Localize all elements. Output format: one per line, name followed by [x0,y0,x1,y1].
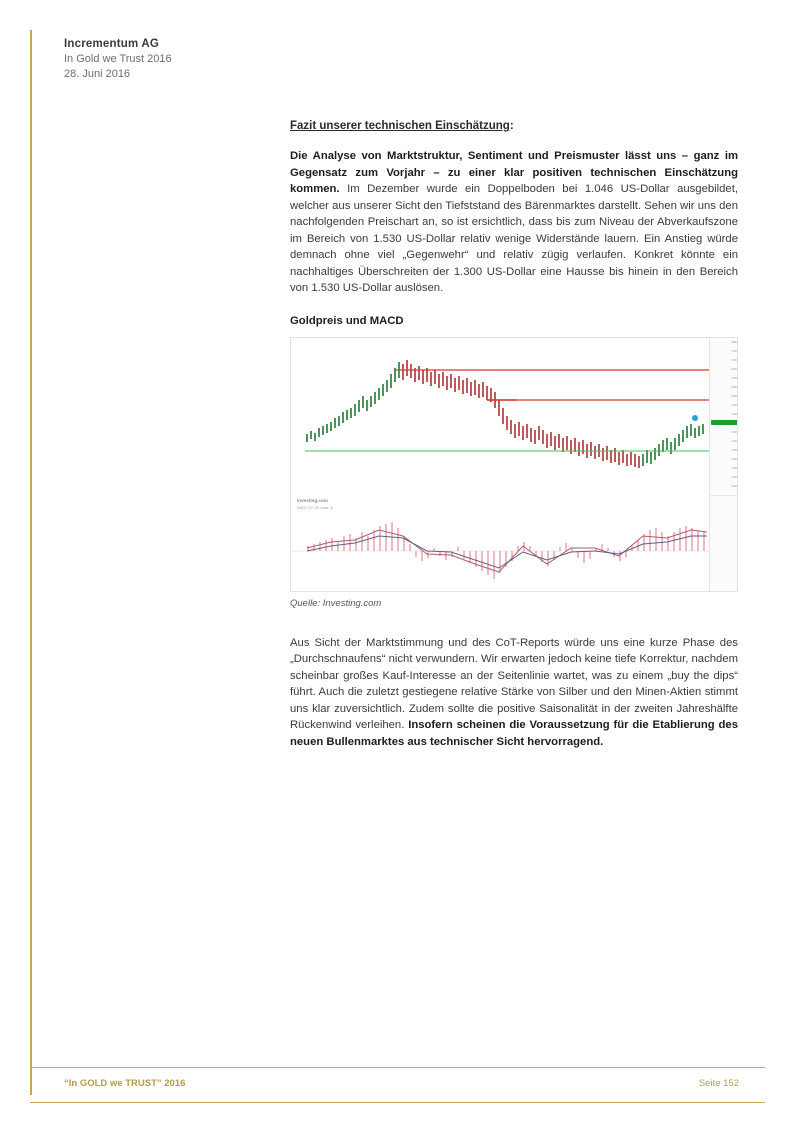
document-header [64,36,464,82]
last-price-badge [711,420,738,425]
axis-tick: 1250 [731,448,737,452]
paragraph-outlook [290,635,738,751]
section-heading-suffix: : [509,120,514,132]
axis-tick: 1750 [731,349,737,353]
chart-macd-panel [291,496,738,592]
price-series-svg [291,338,738,496]
axis-tick: 1100 [731,475,737,479]
axis-tick: 1450 [731,403,737,407]
chart-price-panel [291,338,738,496]
axis-tick: 1500 [731,394,737,398]
macd-axis [709,496,738,592]
section-heading [290,120,738,132]
bottom-gold-rule [30,1102,765,1103]
gold-macd-chart [290,337,738,592]
main-content [290,120,738,764]
axis-tick: 1550 [731,385,737,389]
section-heading-text: Fazit unserer technischen Einschätzung [290,120,510,132]
chart-title: Goldpreis und MACD [290,314,404,327]
axis-tick: 1400 [731,412,737,416]
investing-watermark: Investing.com [297,497,328,503]
paragraph-outlook-rest: Aus Sicht der Marktstimmung und des CoT-Reports würde uns eine kurze Phase des „Durchschnaufens“ nicht verwundern. Wir erwarten jedoch keine tiefe Korrektur, nachdem scheinbar großes Kauf-Interesse an der Seitenlinie wartet, was zu einem „buy the dips“ führt. Auch die zuletzt gestiegene relative Stärke von Silber und den Minen-Aktien stimmt uns klar zuversichtlich. Zudem sollte die positive Saisonalität in der zweiten Jahreshälfte Rückenwind verleihen. [290,636,738,731]
left-gold-rule [30,30,32,1095]
chart-source-caption: Quelle: Investing.com [290,597,382,609]
footer-page-number: Seite 152 [698,1078,739,1089]
axis-tick: 1600 [731,376,737,380]
axis-tick: 1050 [731,484,737,488]
axis-tick: 1200 [731,457,737,461]
paragraph-outlook-bold: Insofern scheinen die Voraussetzung für die Etablierung des neuen Bullenmarktes aus technischer Sicht hervorragend. [290,719,738,748]
footer-title: “In GOLD we TRUST” 2016 [64,1078,186,1089]
axis-tick: 1150 [731,466,737,470]
macd-series-svg [291,496,738,592]
macd-indicator-label: MACD (12, 26, close, 9) [297,505,334,510]
axis-tick: 1800 [731,340,737,344]
price-axis [709,338,738,495]
company-name: Incrementum AG [64,38,160,50]
report-date: 28. Juni 2016 [64,68,131,80]
paragraph-analysis-rest: Im Dezember wurde ein Doppelboden bei 1.046 US-Dollar ausgebildet, welcher aus unserer Sicht den Tiefststand des Bärenmarktes darstellt. Sehen wir uns den nachfolgenden Preischart an, so ist ersichtlich, dass bis zum Niveau der Abverkaufszone im Bereich von 1.530 US-Dollar relativ wenige Widerstände lauern. Ein Anstieg würde demnach ohne viel „Gegenwehr“ und relativ zügig verlaufen. Konkret könnte ein nachhaltiges Überschreiten der 1.300 US-Dollar eine Hausse bis hinein in den Bereich von 1.530 US-Dollar auslösen. [290,183,738,294]
axis-tick: 1300 [731,439,737,443]
paragraph-analysis [290,148,738,297]
report-title: In Gold we Trust 2016 [64,53,172,65]
axis-tick: 1650 [731,367,737,371]
current-price-marker [692,415,698,421]
footer-gold-rule [30,1067,765,1068]
paragraph-analysis-bold: Die Analyse von Marktstruktur, Sentiment und Preismuster lässt uns – ganz im Gegensatz zum Vorjahr – zu einer klar positiven technischen Einschätzung kommen. [290,150,738,195]
axis-tick: 1350 [731,430,737,434]
axis-tick: 1700 [731,358,737,362]
